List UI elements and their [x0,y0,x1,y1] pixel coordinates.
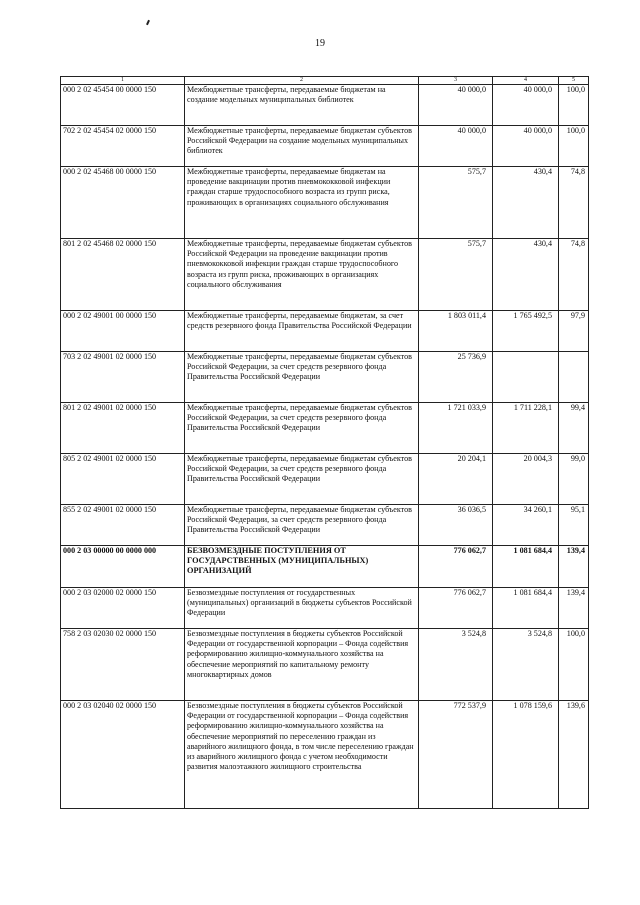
row-name: Безвозмездные поступления от государственных (муниципальных) организаций в бюджеты субъектов Российской Федерации [185,588,419,629]
pen-mark [146,20,150,25]
row-plan: 36 036,5 [419,505,493,546]
row-plan: 575,7 [419,167,493,239]
header-col-3: 3 [419,77,493,85]
row-percent: 100,0 [559,629,589,701]
row-name: Безвозмездные поступления в бюджеты субъектов Российской Федерации от государственной корпорации – Фонда содействия реформированию жилищно-коммунального хозяйства на обеспечение мероприятий по переселению граждан из аварийного жилищного фонда, в том числе переселению граждан из аварийного жилищного фонда с учетом необходимости развития малоэтажного жилищного строительства [185,701,419,809]
row-percent: 99,0 [559,454,589,505]
row-fact: 430,4 [493,167,559,239]
row-code: 000 2 02 49001 00 0000 150 [61,311,185,352]
row-plan: 3 524,8 [419,629,493,701]
row-name: Межбюджетные трансферты, передаваемые бюджетам на проведение вакцинации против пневмококковой инфекции граждан старше трудоспособного возраста из групп риска, проживающих в организациях социального обслуживания [185,167,419,239]
row-name: Межбюджетные трансферты, передаваемые бюджетам, за счет средств резервного фонда Правительства Российской Федерации [185,311,419,352]
header-col-5: 5 [559,77,589,85]
row-name: Межбюджетные трансферты, передаваемые бюджетам субъектов Российской Федерации, за счет средств резервного фонда Правительства Российской Федерации [185,505,419,546]
table-row [61,311,589,352]
row-code: 000 2 03 02000 02 0000 150 [61,588,185,629]
row-percent: 95,1 [559,505,589,546]
row-percent: 74,8 [559,239,589,311]
row-percent: 139,6 [559,701,589,809]
row-plan: 40 000,0 [419,85,493,126]
row-name: Межбюджетные трансферты, передаваемые бюджетам субъектов Российской Федерации на проведение вакцинации против пневмококковой инфекции граждан старше трудоспособного возраста из групп риска, проживающих в организациях социального обслуживания [185,239,419,311]
row-percent [559,352,589,403]
row-plan: 20 204,1 [419,454,493,505]
row-fact: 1 711 228,1 [493,403,559,454]
row-plan: 776 062,7 [419,588,493,629]
row-name: БЕЗВОЗМЕЗДНЫЕ ПОСТУПЛЕНИЯ ОТ ГОСУДАРСТВЕННЫХ (МУНИЦИПАЛЬНЫХ) ОРГАНИЗАЦИЙ [185,546,419,588]
row-plan: 772 537,9 [419,701,493,809]
row-code: 000 2 03 00000 00 0000 000 [61,546,185,588]
row-fact: 1 765 492,5 [493,311,559,352]
row-percent: 139,4 [559,588,589,629]
row-code: 000 2 02 45468 00 0000 150 [61,167,185,239]
row-plan: 1 721 033,9 [419,403,493,454]
table-row [61,167,589,239]
table-row [61,588,589,629]
table-row [61,629,589,701]
table-row [61,505,589,546]
row-code: 801 2 02 49001 02 0000 150 [61,403,185,454]
row-plan: 575,7 [419,239,493,311]
row-fact: 40 000,0 [493,126,559,167]
row-percent: 97,9 [559,311,589,352]
row-fact: 1 078 159,6 [493,701,559,809]
row-code: 805 2 02 49001 02 0000 150 [61,454,185,505]
table-row [61,701,589,809]
row-code: 703 2 02 49001 02 0000 150 [61,352,185,403]
table-row [61,126,589,167]
row-fact: 40 000,0 [493,85,559,126]
row-code: 000 2 03 02040 02 0000 150 [61,701,185,809]
budget-table [60,76,589,809]
row-code: 855 2 02 49001 02 0000 150 [61,505,185,546]
header-row [61,77,589,85]
row-name: Межбюджетные трансферты, передаваемые бюджетам субъектов Российской Федерации, за счет средств резервного фонда Правительства Российской Федерации [185,352,419,403]
table-row [61,352,589,403]
page-number: 19 [315,38,325,49]
table-row [61,239,589,311]
table-row [61,85,589,126]
row-name: Межбюджетные трансферты, передаваемые бюджетам субъектов Российской Федерации на создание модельных муниципальных библиотек [185,126,419,167]
row-percent: 139,4 [559,546,589,588]
header-col-1: 1 [61,77,185,85]
row-percent: 74,8 [559,167,589,239]
row-fact: 1 081 684,4 [493,546,559,588]
table-row [61,454,589,505]
table-row [61,546,589,588]
row-percent: 99,4 [559,403,589,454]
row-plan: 40 000,0 [419,126,493,167]
row-plan: 25 736,9 [419,352,493,403]
table-row [61,403,589,454]
row-code: 801 2 02 45468 02 0000 150 [61,239,185,311]
row-plan: 1 803 011,4 [419,311,493,352]
row-plan: 776 062,7 [419,546,493,588]
row-code: 000 2 02 45454 00 0000 150 [61,85,185,126]
row-name: Межбюджетные трансферты, передаваемые бюджетам на создание модельных муниципальных библиотек [185,85,419,126]
row-percent: 100,0 [559,126,589,167]
row-name: Безвозмездные поступления в бюджеты субъектов Российской Федерации от государственной корпорации – Фонда содействия реформированию жилищно-коммунального хозяйства на обеспечение мероприятий по капитальному ремонту многоквартирных домов [185,629,419,701]
row-name: Межбюджетные трансферты, передаваемые бюджетам субъектов Российской Федерации, за счет средств резервного фонда Правительства Российской Федерации [185,454,419,505]
header-col-2: 2 [185,77,419,85]
row-fact: 3 524,8 [493,629,559,701]
row-percent: 100,0 [559,85,589,126]
row-name: Межбюджетные трансферты, передаваемые бюджетам субъектов Российской Федерации, за счет средств резервного фонда Правительства Российской Федерации [185,403,419,454]
row-fact: 1 081 684,4 [493,588,559,629]
row-code: 758 2 03 02030 02 0000 150 [61,629,185,701]
row-fact: 430,4 [493,239,559,311]
row-fact [493,352,559,403]
row-code: 702 2 02 45454 02 0000 150 [61,126,185,167]
row-fact: 34 260,1 [493,505,559,546]
row-fact: 20 004,3 [493,454,559,505]
header-col-4: 4 [493,77,559,85]
